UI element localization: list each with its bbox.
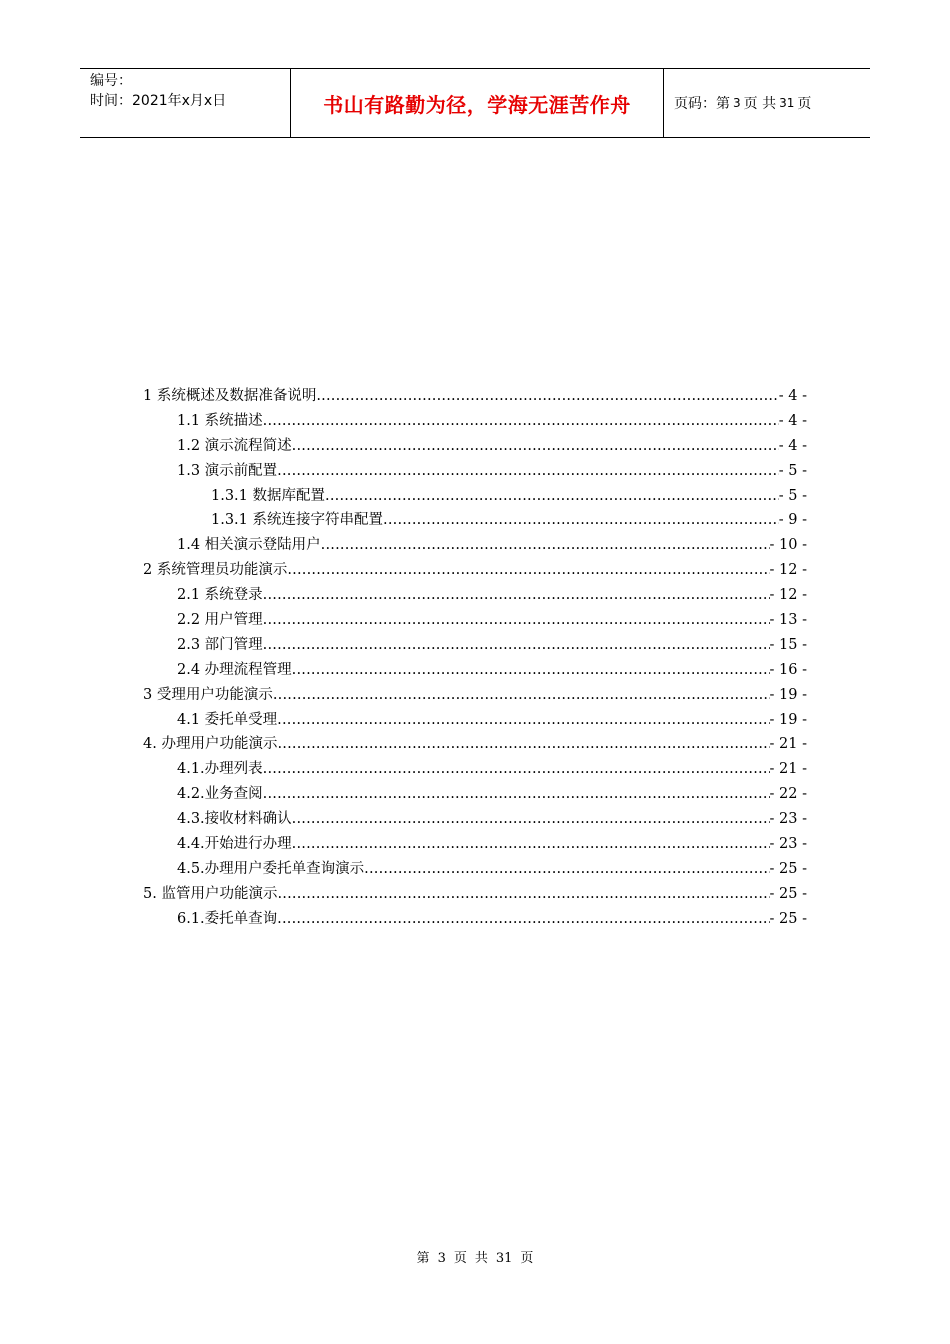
toc-entry-label: 2.1 系统登录	[177, 587, 263, 604]
toc-leader-dots	[263, 413, 779, 429]
toc-leader-dots	[277, 736, 769, 752]
toc-entry[interactable]	[143, 832, 807, 857]
toc-entry-page: - 21 -	[769, 736, 807, 753]
toc-leader-dots	[263, 612, 770, 628]
toc-entry-page: - 9 -	[778, 512, 807, 529]
toc-entry-page: - 12 -	[769, 562, 807, 579]
toc-leader-dots	[292, 811, 770, 827]
toc-entry[interactable]	[143, 484, 807, 509]
footer-word-1: 第	[416, 1251, 430, 1266]
page-mid: 页 共	[743, 96, 777, 112]
toc-leader-dots	[263, 761, 770, 777]
toc-entry-label: 4.4.开始进行办理	[177, 836, 292, 853]
toc-leader-dots	[364, 861, 769, 877]
toc-entry-label: 1.3.1 系统连接字符串配置	[211, 512, 384, 529]
toc-leader-dots	[263, 587, 770, 603]
toc-leader-dots	[277, 712, 769, 728]
page-header	[80, 68, 870, 138]
toc-entry[interactable]	[143, 583, 807, 608]
toc-entry-label: 1.4 相关演示登陆用户	[177, 537, 321, 554]
toc-entry-label: 4.1 委托单受理	[177, 711, 278, 728]
toc-entry-label: 3 受理用户功能演示	[143, 686, 273, 703]
toc-entry-page: - 25 -	[769, 885, 807, 902]
toc-entry-page: - 23 -	[769, 836, 807, 853]
toc-entry[interactable]	[143, 658, 807, 683]
toc-entry-label: 2 系统管理员功能演示	[143, 562, 288, 579]
time-label: 时间：2021年x月x日	[90, 93, 227, 109]
footer-total-pages: 31	[495, 1251, 513, 1266]
toc-entry[interactable]	[143, 683, 807, 708]
page-suffix: 页	[797, 96, 812, 112]
toc-leader-dots	[316, 388, 778, 404]
page-total: 31	[779, 96, 795, 110]
toc-entry[interactable]	[143, 907, 807, 932]
toc-entry[interactable]	[143, 708, 807, 733]
toc-entry-page: - 19 -	[769, 686, 807, 703]
toc-entry-label: 1 系统概述及数据准备说明	[143, 388, 317, 404]
toc-entry-page: - 22 -	[769, 786, 807, 803]
toc-entry-label: 6.1.委托单查询	[177, 910, 278, 927]
toc-entry[interactable]	[143, 384, 807, 409]
toc-entry-label: 2.3 部门管理	[177, 636, 263, 653]
footer-word-2: 页	[453, 1251, 467, 1266]
toc-leader-dots	[321, 537, 770, 553]
toc-leader-dots	[325, 488, 779, 504]
footer-word-3: 共	[474, 1251, 488, 1266]
toc-entry[interactable]	[143, 459, 807, 484]
page-current: 3	[733, 96, 741, 110]
toc-entry-page: - 23 -	[769, 811, 807, 828]
number-label: 编号：	[90, 73, 132, 89]
toc-entry[interactable]	[143, 608, 807, 633]
toc-entry-label: 4.5.办理用户委托单查询演示	[177, 860, 365, 877]
toc-leader-dots	[383, 512, 779, 528]
toc-entry-page: - 19 -	[769, 711, 807, 728]
toc-leader-dots	[292, 662, 770, 678]
footer-current-page: 3	[437, 1251, 446, 1266]
toc-entry-page: - 5 -	[778, 487, 807, 504]
toc-leader-dots	[277, 886, 769, 902]
toc-entry-page: - 13 -	[769, 612, 807, 629]
toc-entry[interactable]	[143, 508, 807, 533]
toc-entry-page: - 15 -	[769, 636, 807, 653]
toc-entry[interactable]	[143, 807, 807, 832]
toc-leader-dots	[287, 562, 769, 578]
toc-entry-label: 4.3.接收材料确认	[177, 811, 292, 828]
toc-entry[interactable]	[143, 882, 807, 907]
toc-entry-page: - 10 -	[769, 537, 807, 554]
toc-entry[interactable]	[143, 857, 807, 882]
toc-entry-label: 2.2 用户管理	[177, 612, 263, 629]
toc-entry-page: - 4 -	[778, 412, 807, 429]
toc-entry[interactable]	[143, 558, 807, 583]
toc-entry-label: 1.3 演示前配置	[177, 462, 278, 479]
toc-entry-page: - 5 -	[778, 462, 807, 479]
toc-leader-dots	[263, 637, 770, 653]
toc-entry[interactable]	[143, 782, 807, 807]
header-motto: 书山有路勤为径，学海无涯苦作舟	[291, 69, 664, 137]
toc-entry[interactable]	[143, 409, 807, 434]
table-of-contents	[143, 384, 807, 932]
toc-entry-label: 1.2 演示流程简述	[177, 437, 292, 454]
toc-leader-dots	[292, 836, 770, 852]
page-prefix: 页码：第	[674, 96, 730, 112]
toc-entry[interactable]	[143, 533, 807, 558]
header-meta	[80, 69, 291, 137]
toc-entry-label: 4. 办理用户功能演示	[143, 736, 278, 753]
toc-entry-page: - 12 -	[769, 587, 807, 604]
toc-entry-page: - 25 -	[769, 910, 807, 927]
toc-entry-label: 1.1 系统描述	[177, 412, 263, 429]
toc-leader-dots	[273, 687, 770, 703]
toc-leader-dots	[277, 463, 779, 479]
toc-entry-label: 1.3.1 数据库配置	[211, 487, 326, 504]
toc-leader-dots	[292, 438, 779, 454]
toc-entry-page: - 4 -	[778, 437, 807, 454]
header-page-info	[664, 69, 870, 137]
toc-entry-page: - 16 -	[769, 661, 807, 678]
footer-word-4: 页	[520, 1251, 534, 1266]
toc-entry-page: - 25 -	[769, 860, 807, 877]
toc-entry-page: - 4 -	[778, 388, 807, 404]
toc-entry-label: 4.2.业务查阅	[177, 786, 263, 803]
toc-entry[interactable]	[143, 732, 807, 757]
toc-entry-page: - 21 -	[769, 761, 807, 778]
toc-entry-label: 4.1.办理列表	[177, 761, 263, 778]
toc-entry-label: 2.4 办理流程管理	[177, 661, 292, 678]
toc-entry[interactable]	[143, 434, 807, 459]
toc-entry[interactable]	[143, 757, 807, 782]
toc-leader-dots	[277, 911, 769, 927]
toc-entry[interactable]	[143, 633, 807, 658]
toc-leader-dots	[263, 786, 770, 802]
page-footer	[0, 1247, 950, 1266]
toc-entry-label: 5. 监管用户功能演示	[143, 885, 278, 902]
